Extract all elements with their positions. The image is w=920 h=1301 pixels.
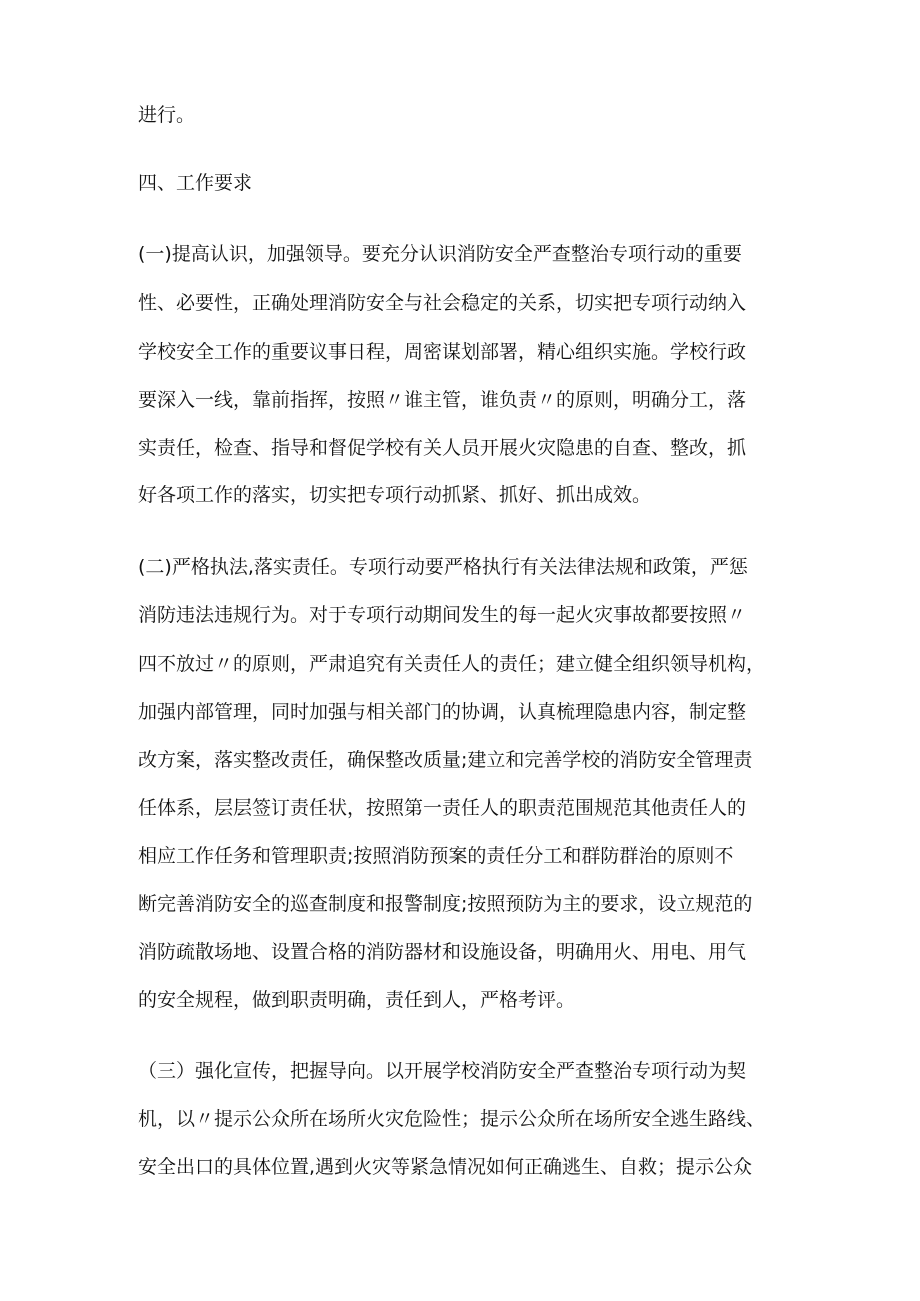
paragraph-1-line-6: 好各项工作的落实，切实把专项行动抓紧、抓好、抓出成效。: [138, 484, 652, 506]
paragraph-3-line-2: 机，以〃提示公众所在场所火灾危险性；提示公众所在场所安全逃生路线、: [138, 1108, 766, 1130]
paragraph-1-line-3: 学校安全工作的重要议事日程，周密谋划部署，精心组织实施。学校行政: [138, 341, 747, 363]
paragraph-1-line-1: (一)提高认识，加强领导。要充分认识消防安全严查整治专项行动的重要: [138, 243, 742, 265]
paragraph-2-line-6: 任体系，层层签订责任状，按照第一责任人的职责范围规范其他责任人的: [138, 797, 747, 819]
paragraph-2-line-4: 加强内部管理，同时加强与相关部门的协调，认真梳理隐患内容，制定整: [138, 701, 747, 723]
paragraph-2-line-5: 改方案，落实整改责任，确保整改质量;建立和完善学校的消防安全管理责: [138, 749, 753, 771]
paragraph-2-line-9: 消防疏散场地、设置合格的消防器材和设施设备，明确用火、用电、用气: [138, 941, 747, 963]
paragraph-2-line-2: 消防违法违规行为。对于专项行动期间发生的每一起火灾事故都要按照〃: [138, 604, 747, 626]
paragraph-1-line-5: 实责任，检查、指导和督促学校有关人员开展火灾隐患的自查、整改，抓: [138, 437, 747, 459]
paragraph-3-line-1: （三）强化宣传，把握导向。以开展学校消防安全严查整治专项行动为契: [138, 1060, 747, 1082]
paragraph-2-line-8: 断完善消防安全的巡查制度和报警制度;按照预防为主的要求，设立规范的: [138, 893, 753, 915]
text-line-continuation: 进行。: [138, 104, 196, 126]
paragraph-2-line-7: 相应工作任务和管理职责;按照消防预案的责任分工和群防群治的原则不: [138, 845, 734, 867]
paragraph-2-line-3: 四不放过〃的原则，严肃追究有关责任人的责任；建立健全组织领导机构，: [138, 653, 766, 675]
paragraph-2-line-1: (二)严格执法,落实责任。专项行动要严格执行有关法律法规和政策，严惩: [138, 556, 748, 578]
paragraph-2-line-10: 的安全规程，做到职责明确，责任到人，严格考评。: [138, 989, 576, 1011]
section-heading: 四、工作要求: [138, 172, 253, 194]
paragraph-3-line-3: 安全出口的具体位置,遇到火灾等紧急情况如何正确逃生、自救；提示公众: [138, 1156, 753, 1178]
paragraph-1-line-2: 性、必要性，正确处理消防安全与社会稳定的关系，切实把专项行动纳入: [138, 292, 747, 314]
paragraph-1-line-4: 要深入一线，靠前指挥，按照〃谁主管，谁负责〃的原则，明确分工，落: [138, 389, 747, 411]
